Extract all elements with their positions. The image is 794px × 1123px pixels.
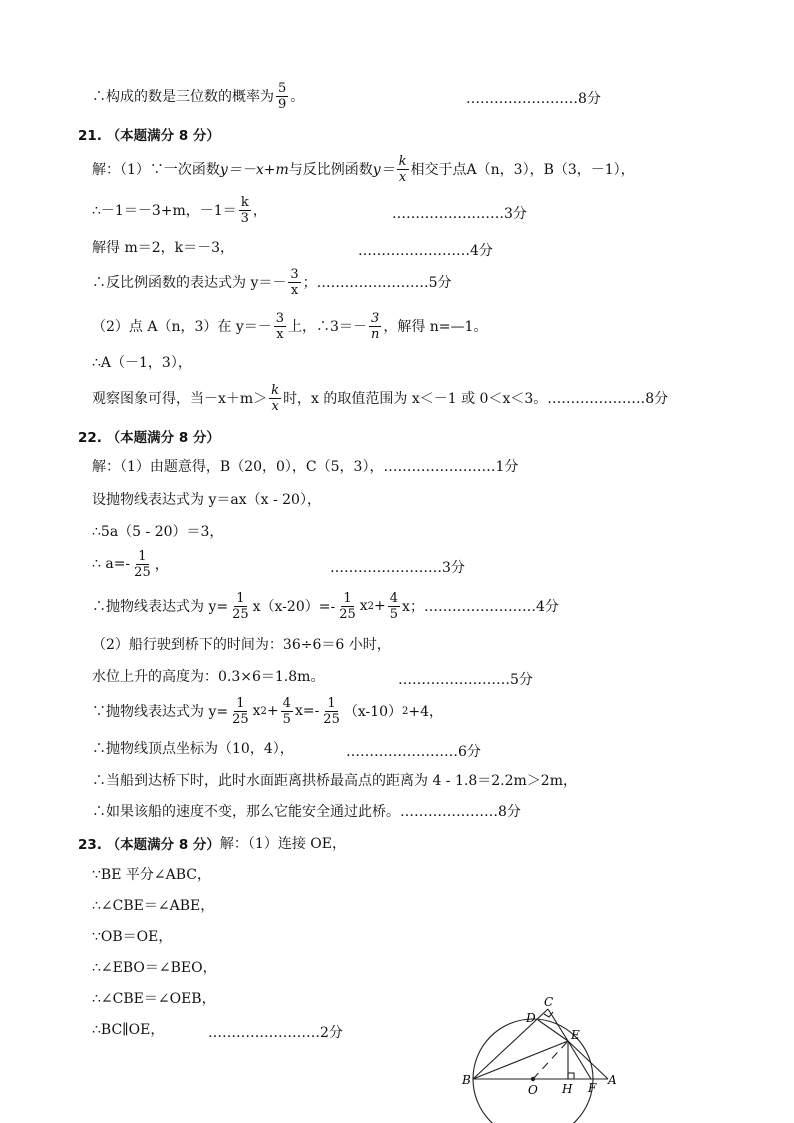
text: 上，∴3＝－ [288, 319, 367, 335]
text: x；……………………4分 [402, 599, 559, 615]
text: +4， [408, 704, 444, 720]
q21-line-5 [92, 312, 487, 340]
den: 5 [389, 606, 399, 622]
text: ∵抛物线表达式为 y= [92, 704, 229, 720]
q23-line-1: ∵BE 平分∠ABC， [92, 867, 211, 883]
text: ；……………………5分 [302, 275, 452, 291]
num: 4 [282, 695, 291, 711]
label-O: O [528, 1083, 538, 1097]
text: y＝－x+m [219, 162, 289, 178]
num: 3 [290, 266, 299, 282]
score: ……………………2分 [208, 1025, 343, 1041]
question-22-heading: 22. （本题满分 8 分） [78, 430, 220, 446]
text: ∴反比例函数的表达式为 y＝－ [92, 275, 287, 291]
label-F: F [588, 1081, 597, 1095]
text: （x-10） [343, 704, 403, 720]
den: x [398, 169, 407, 185]
num: k [398, 153, 407, 169]
label-E: E [571, 1028, 580, 1042]
num: 1 [236, 590, 245, 606]
text: x [252, 703, 261, 719]
fraction [230, 592, 251, 621]
text: ， [252, 203, 267, 219]
q22-line-9: ∴抛物线顶点坐标为（10，4）， [92, 741, 294, 757]
fraction [281, 697, 293, 726]
label-B: B [462, 1073, 471, 1087]
text: A（n，3），B（3，－1）， [466, 162, 635, 178]
text: 观察图象可得，当－x＋m＞ [92, 391, 268, 407]
q22-line-1: 解：（1）由题意得，B（20，0），C（5，3），……………………1分 [92, 459, 519, 475]
fraction [239, 196, 251, 225]
den: x [271, 398, 279, 414]
score: ……………………4分 [358, 243, 493, 259]
right-angle-C [544, 1012, 553, 1017]
text: 时，x 的取值范围为 x＜－1 或 0＜x＜3。…………………8分 [283, 391, 669, 407]
den: 25 [232, 606, 249, 622]
text: x [359, 598, 368, 614]
score: ……………………5分 [398, 672, 533, 688]
num: 1 [343, 590, 352, 606]
text: 解：（1）∵一次函数 [92, 162, 220, 178]
fraction [274, 312, 286, 341]
text: x（x-20）=- [252, 599, 336, 615]
num: 4 [389, 590, 399, 606]
text: ∴构成的数是三位数的概率为 [92, 89, 274, 105]
fraction [269, 384, 281, 413]
text: ∴抛物线表达式为 y= [92, 599, 229, 615]
segment-BE [473, 1041, 568, 1079]
q22-line-8 [92, 697, 443, 725]
superscript: 2 [260, 705, 267, 717]
num: 5 [278, 80, 287, 96]
q23-line-3: ∵OB＝OE， [92, 929, 173, 945]
q21-line-1 [92, 155, 635, 183]
text: ，解得 n=—1。 [383, 319, 488, 335]
q22-line-7: 水位上升的高度为：0.3×6＝1.8m。 [92, 669, 325, 685]
text: + [374, 598, 386, 614]
label-H: H [562, 1082, 573, 1096]
probability-line [92, 82, 304, 110]
center-dot [531, 1077, 535, 1081]
question-21-heading: 21. （本题满分 8 分） [78, 128, 220, 144]
score: ……………………6分 [346, 744, 481, 760]
den: 25 [339, 606, 356, 622]
fraction [288, 268, 300, 297]
fraction [369, 312, 381, 341]
text: + [266, 703, 279, 719]
text: x=- [294, 703, 320, 719]
text: y＝ [372, 162, 395, 178]
question-23-heading [78, 829, 346, 857]
q21-line-6: ∴A（－1，3）， [92, 355, 192, 371]
den: x [290, 282, 299, 298]
den: x [276, 326, 284, 342]
fraction [397, 155, 409, 184]
text: ∴－1＝－3+m，－1＝ [92, 203, 237, 219]
fraction [337, 592, 358, 621]
fraction [321, 697, 342, 726]
num: k [271, 382, 280, 398]
fraction [230, 697, 251, 726]
text: 解：（1）连接 OE， [219, 836, 346, 852]
superscript: 2 [367, 600, 375, 612]
q23-line-2: ∴∠CBE＝∠ABE， [92, 898, 215, 914]
den: 9 [278, 96, 287, 112]
den: 25 [232, 711, 249, 727]
text: ∴ a=- [92, 556, 131, 572]
label-C: C [544, 996, 554, 1009]
q22-line-3: ∴5a（5 - 20）＝3， [92, 524, 224, 540]
num: 3 [275, 310, 285, 326]
fraction [132, 550, 153, 579]
text: 与反比例函数 [288, 162, 373, 178]
num: 1 [236, 695, 245, 711]
q22-line-11: ∴如果该船的速度不变，那么它能安全通过此桥。…………………8分 [92, 804, 521, 820]
num: k [240, 194, 249, 210]
fraction [388, 592, 400, 621]
q22-line-10: ∴当船到达桥下时，此时水面距离拱桥最高点的距离为 4 - 1.8＝2.2m＞2m， [92, 773, 577, 789]
label-A: A [608, 1073, 617, 1087]
text: ， [154, 557, 169, 573]
q22-line-2: 设抛物线表达式为 y＝ax（x - 20）， [92, 492, 321, 508]
score: ……………………3分 [330, 560, 465, 576]
heading: 23. （本题满分 8 分） [78, 837, 220, 853]
q22-line-4 [92, 550, 169, 578]
right-angle-H [568, 1073, 574, 1079]
q23-line-6: ∴BC∥OE， [92, 1022, 165, 1038]
q21-line-7 [92, 384, 668, 412]
q21-line-4 [92, 268, 452, 296]
den: 5 [282, 711, 291, 727]
q21-line-3: 解得 m＝2，k＝－3， [92, 240, 235, 256]
score: ……………………3分 [392, 206, 527, 222]
den: n [370, 326, 380, 342]
den: 3 [240, 210, 249, 226]
q23-line-5: ∴∠CBE＝∠OEB， [92, 991, 216, 1007]
q22-line-5 [92, 592, 559, 620]
den: 25 [134, 564, 151, 580]
text: （2）点 A（n，3）在 y＝－ [92, 319, 272, 335]
num: 3 [371, 310, 380, 326]
den: 25 [323, 711, 340, 727]
num: 1 [138, 548, 147, 564]
segment-OE-dashed [533, 1041, 568, 1079]
label-D: D [526, 1011, 536, 1025]
superscript: 2 [402, 705, 409, 717]
q21-line-2 [92, 196, 267, 224]
geometry-figure [458, 996, 618, 1123]
q23-line-4: ∴∠EBO＝∠BEO， [92, 960, 217, 976]
num: 1 [327, 695, 336, 711]
q22-line-6: （2）船行驶到桥下的时间为：36÷6＝6 小时， [92, 637, 391, 653]
score: ……………………8分 [466, 91, 601, 107]
segment-DE [538, 1020, 568, 1041]
text: 。 [290, 89, 305, 105]
text: 相交于点 [410, 162, 467, 178]
fraction [276, 82, 288, 111]
